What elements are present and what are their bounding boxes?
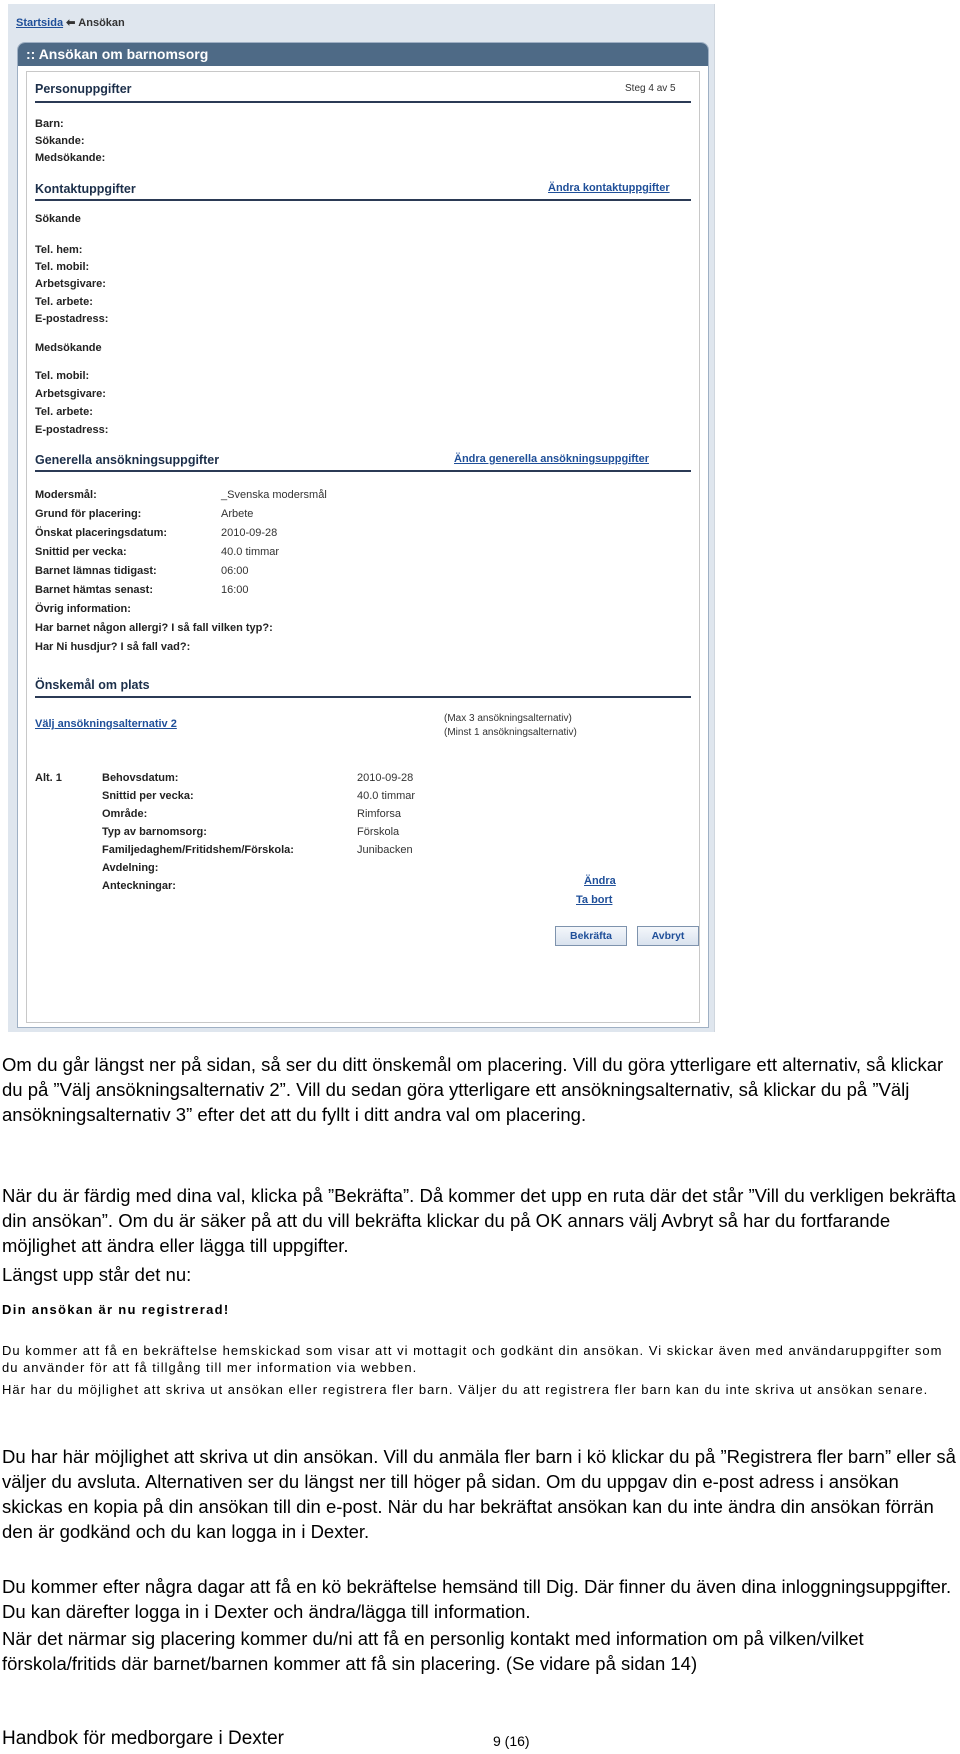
confirmation-info: Du kommer att få en bekräftelse hemskickad som visar att vi mottagit och godkänt din ansökan. Vi skickar även med användaruppgifter som du använder för att få tillgång till mer information via webben.: [2, 1343, 943, 1375]
alt-row-label: Anteckningar:: [102, 880, 176, 892]
breadcrumb: [16, 16, 125, 29]
alt-row-value: Rimforsa: [357, 808, 402, 820]
max-alternatives-note: (Max 3 ansökningsalternativ): [444, 713, 572, 724]
alternative-label: Alt. 1: [35, 772, 62, 784]
divider: [35, 199, 691, 201]
edit-contact-link[interactable]: Ändra kontaktuppgifter: [548, 182, 670, 194]
alt-row-label: Snittid per vecka:: [102, 790, 194, 802]
applicant-label: Sökande:: [35, 135, 85, 147]
alt-row-value: Junibacken: [357, 844, 413, 856]
page-number: 9 (16): [493, 1733, 530, 1749]
edit-alternative-link[interactable]: Ändra: [584, 875, 616, 887]
paragraph-confirm: När du är färdig med dina val, klicka på ”Bekräfta”. Då kommer det upp en ruta där det står ”Vill du verkligen bekräfta din ansökan”. Om du är säker på att du vill bekräfta klickar du på OK annars välj Avbryt så har du fortfarande möjlighet att ändra eller lägga till uppgifter.: [2, 1185, 956, 1256]
alt-row-value: 40.0 timmar: [357, 790, 416, 802]
application-panel: [17, 42, 709, 1028]
general-row-value: _Svenska modersmål: [221, 489, 327, 501]
alt-row-label: Familjedaghem/Fritidshem/Förskola:: [102, 844, 294, 856]
breadcrumb-home-link[interactable]: Startsida: [16, 17, 64, 29]
panel-title: :: Ansökan om barnomsorg: [18, 43, 708, 66]
work-phone-label: Tel. arbete:: [35, 296, 93, 308]
general-row-label: Önskat placeringsdatum:: [35, 527, 168, 539]
general-heading: Generella ansökningsuppgifter: [35, 453, 220, 467]
general-row-value: Arbete: [221, 508, 254, 520]
coapplicant-heading: Medsökande: [35, 342, 102, 354]
remove-alternative-link[interactable]: Ta bort: [576, 894, 613, 906]
general-row-label: Grund för placering:: [35, 508, 142, 520]
email-label: E-postadress:: [35, 313, 109, 325]
alt-row-label: Typ av barnomsorg:: [102, 826, 207, 838]
divider: [35, 696, 691, 698]
paragraph-placement: När det närmar sig placering kommer du/ni att få en personlig kontakt med information om på vilken/vilket förskola/fritids där barnet/barnen kommer att få sin placering. (Se vidare på sidan 14): [2, 1628, 864, 1674]
edit-general-link[interactable]: Ändra generella ansökningsuppgifter: [454, 453, 649, 465]
divider: [35, 470, 691, 472]
confirm-button[interactable]: Bekräfta: [555, 926, 627, 946]
alt-row-label: Område:: [102, 808, 148, 820]
general-row-label: Har barnet någon allergi? I så fall vilken typ?:: [35, 622, 273, 634]
general-row-value: 06:00: [221, 565, 249, 577]
general-row-label: Övrig information:: [35, 603, 131, 615]
child-label: Barn:: [35, 118, 64, 130]
personal-heading: Personuppgifter: [35, 82, 132, 96]
contact-heading: Kontaktuppgifter: [35, 182, 136, 196]
print-info: Här har du möjlighet att skriva ut ansökan eller registrera fler barn. Väljer du att registrera fler barn kan du inte skriva ut ansökan senare.: [2, 1382, 929, 1397]
general-row-value: 2010-09-28: [221, 527, 278, 539]
general-row-label: Snittid per vecka:: [35, 546, 127, 558]
alt-row-value: 2010-09-28: [357, 772, 414, 784]
general-row-label: Barnet hämtas senast:: [35, 584, 153, 596]
wish-heading: Önskemål om plats: [35, 678, 150, 692]
co-email-label: E-postadress:: [35, 424, 109, 436]
breadcrumb-current: Ansökan: [78, 17, 125, 29]
cancel-button[interactable]: Avbryt: [637, 926, 699, 946]
general-row-value: 16:00: [221, 584, 249, 596]
general-row-label: Barnet lämnas tidigast:: [35, 565, 157, 577]
registered-message: Din ansökan är nu registrerad!: [2, 1302, 230, 1317]
choose-alternative-2-link[interactable]: Välj ansökningsalternativ 2: [35, 718, 177, 730]
alt-row-label: Behovsdatum:: [102, 772, 179, 784]
arrow-left-icon: ⬅: [66, 17, 76, 29]
footer-title: Handbok för medborgare i Dexter: [2, 1728, 284, 1749]
step-indicator: Steg 4 av 5: [625, 83, 676, 94]
divider: [35, 101, 691, 103]
co-mobile-label: Tel. mobil:: [35, 370, 90, 382]
panel-content: [26, 71, 700, 1023]
min-alternatives-note: (Minst 1 ansökningsalternativ): [444, 727, 577, 738]
paragraph-print: Du har här möjlighet att skriva ut din ansökan. Vill du anmäla fler barn i kö klickar du på ”Registrera fler barn” eller så väljer du avsluta. Alternativen ser du längst ner till höger på sidan. Om du uppgav din e-post adress i ansökan skickas en kopia på din ansökan till din e-post. När du har bekräftat ansökan kan du inte ändra din ansökan förrän den är godkänd och du kan logga in i Dexter.: [2, 1446, 956, 1542]
paragraph-top-text: Längst upp står det nu:: [2, 1264, 192, 1285]
employer-label: Arbetsgivare:: [35, 278, 106, 290]
paragraph-queue: Du kommer efter några dagar att få en kö bekräftelse hemsänd till Dig. Där finner du även dina inloggningsuppgifter. Du kan därefter logga in i Dexter och ändra/lägga till information.: [2, 1576, 952, 1622]
applicant-heading: Sökande: [35, 213, 81, 225]
application-screenshot: [8, 4, 715, 1032]
alt-row-value: Förskola: [357, 826, 400, 838]
coapplicant-label: Medsökande:: [35, 152, 106, 164]
co-work-phone-label: Tel. arbete:: [35, 406, 93, 418]
mobile-phone-label: Tel. mobil:: [35, 261, 90, 273]
general-row-value: 40.0 timmar: [221, 546, 280, 558]
co-employer-label: Arbetsgivare:: [35, 388, 106, 400]
general-row-label: Modersmål:: [35, 489, 97, 501]
home-phone-label: Tel. hem:: [35, 244, 83, 256]
general-row-label: Har Ni husdjur? I så fall vad?:: [35, 641, 191, 653]
alt-row-label: Avdelning:: [102, 862, 159, 874]
paragraph-alternatives: Om du går längst ner på sidan, så ser du ditt önskemål om placering. Vill du göra ytterligare ett alternativ, så klickar du på ”Välj ansökningsalternativ 2”. Vill du sedan göra ytterligare ett ansökningsalternativ, så klickar du på ”Välj ansökningsalternativ 3” efter det att du fyllt i ditt andra val om placering.: [2, 1054, 944, 1125]
